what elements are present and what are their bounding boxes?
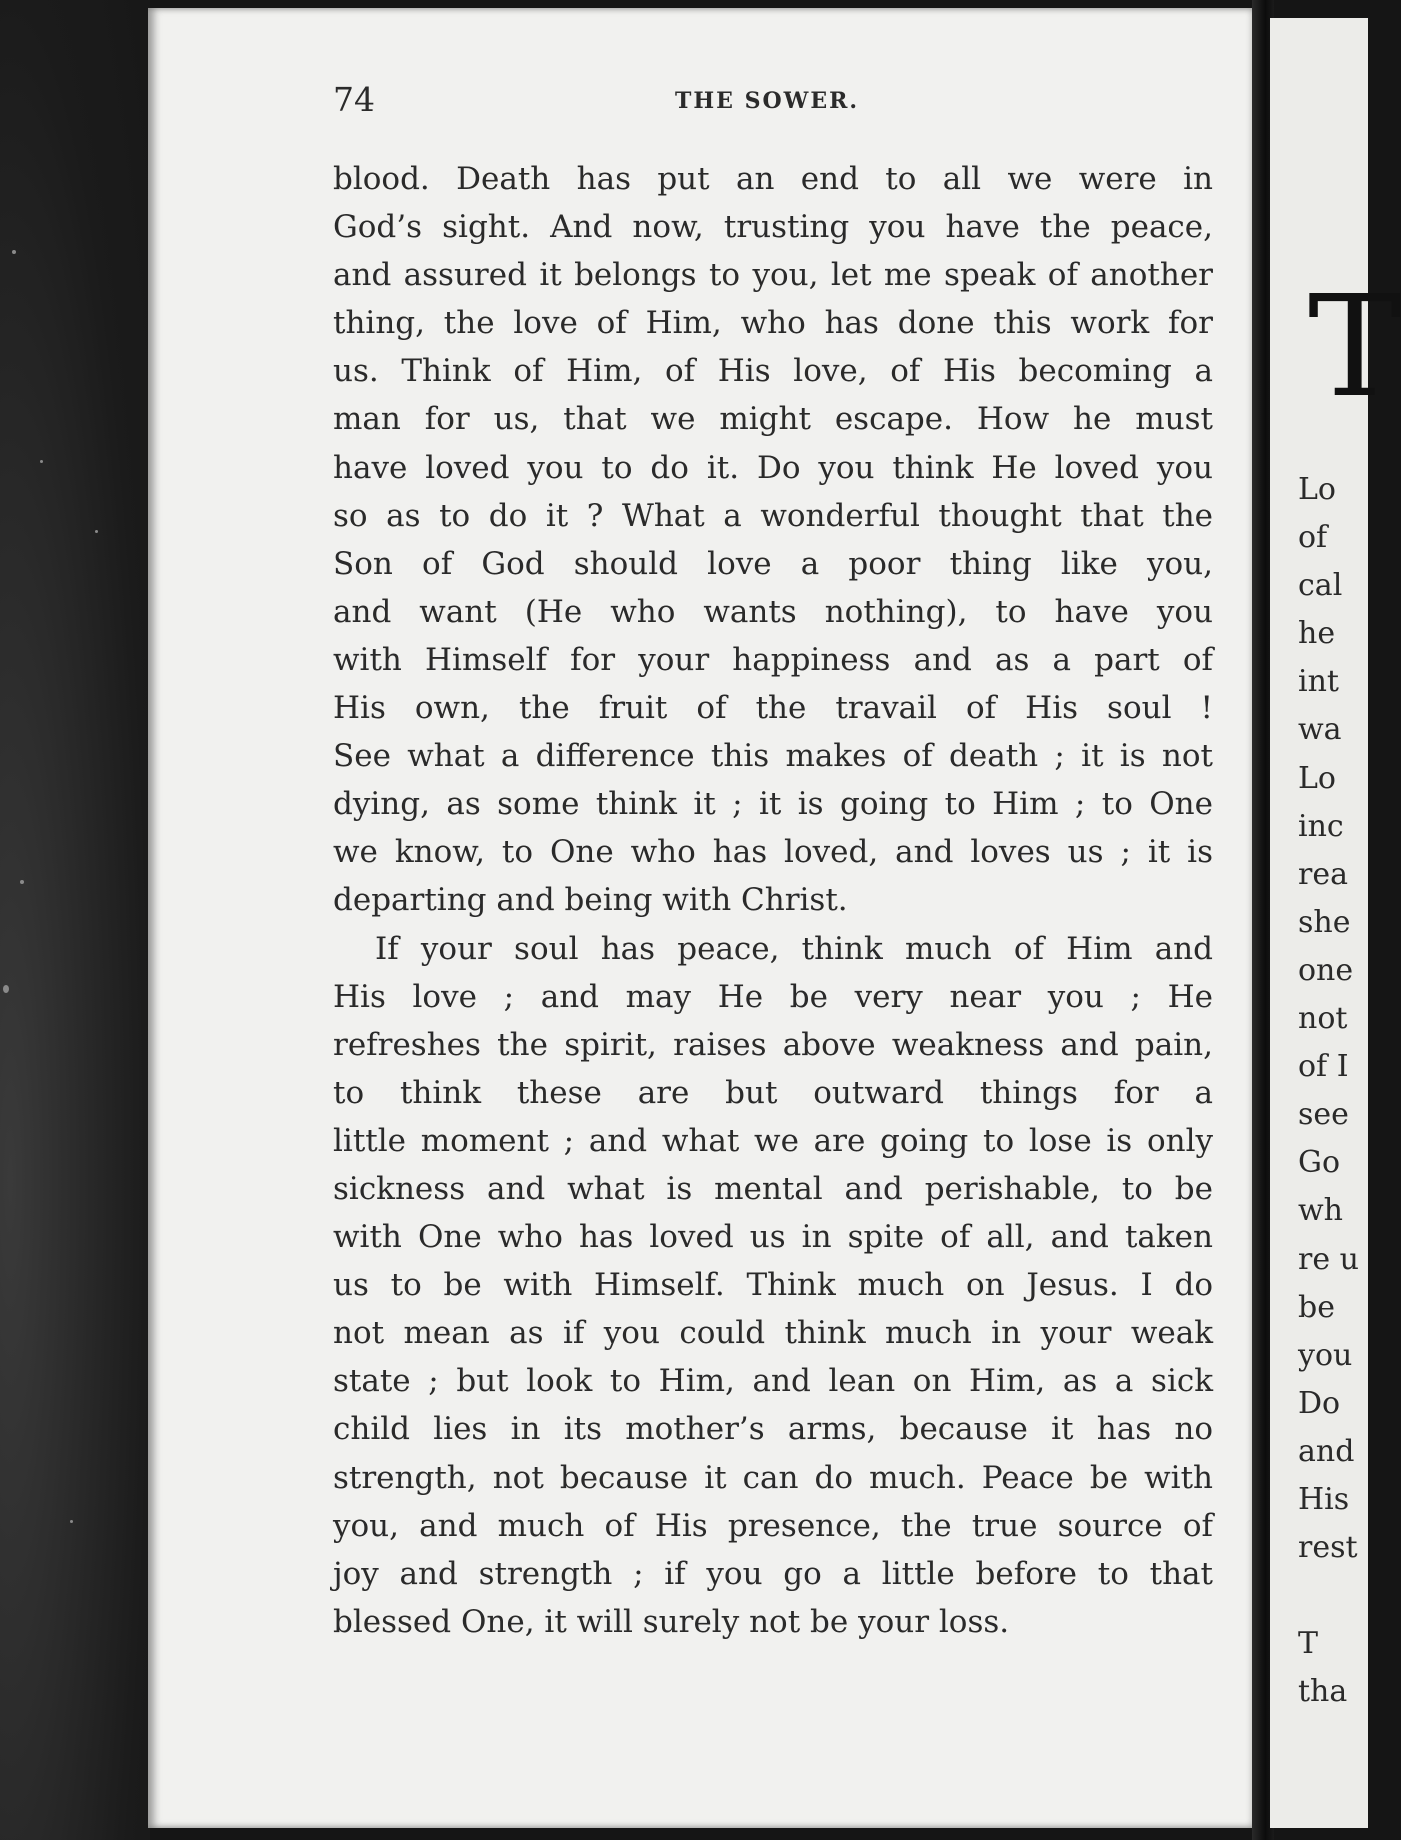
text-line: strength, not because it can do much. Peace be with — [333, 1459, 1213, 1496]
text-line: with One who has loved us in spite of all, and taken — [333, 1219, 1213, 1256]
facing-line: see — [1298, 1097, 1349, 1133]
text-line: and assured it belongs to you, let me speak of another — [333, 257, 1213, 294]
facing-line: she — [1298, 904, 1351, 940]
facing-line: Lo — [1298, 760, 1336, 796]
text-line: we know, to One who has loved, and loves us ; it is — [333, 834, 1213, 871]
dust-speck — [95, 530, 98, 533]
text-line: blood. Death has put an end to all we were in — [333, 161, 1213, 197]
facing-line: T — [1298, 1626, 1319, 1662]
text-line: little moment ; and what we are going to lose is only — [333, 1122, 1213, 1159]
facing-line: not — [1298, 1001, 1348, 1037]
text-line: dying, as some think it ; it is going to Him ; to One — [333, 786, 1213, 823]
facing-line — [1298, 1572, 1359, 1620]
page-header — [333, 80, 1213, 130]
facing-line: wa — [1298, 712, 1342, 748]
dust-speck — [40, 460, 43, 463]
text-line: departing and being with Christ. — [333, 882, 848, 919]
dust-speck — [12, 250, 16, 254]
body-text — [333, 155, 1213, 1646]
text-line: not mean as if you could think much in your weak — [333, 1315, 1213, 1352]
facing-page — [1270, 18, 1401, 1828]
text-line: to think these are but outward things for a — [333, 1074, 1213, 1111]
text-line: His love ; and may He be very near you ; He — [333, 978, 1213, 1015]
facing-line: he — [1298, 616, 1336, 652]
text-line: If your soul has peace, think much of Him and — [375, 930, 1213, 967]
facing-line: Go — [1298, 1145, 1341, 1181]
text-line: sickness and what is mental and perishable, to be — [333, 1170, 1213, 1207]
text-line: refreshes the spirit, raises above weakness and pain, — [333, 1026, 1213, 1063]
text-line: blessed One, it will surely not be your loss. — [333, 1603, 1010, 1640]
text-line: joy and strength ; if you go a little before to that — [333, 1555, 1213, 1592]
text-line: and want (He who wants nothing), to have you — [333, 593, 1213, 630]
facing-line: Do — [1298, 1385, 1341, 1421]
dust-speck — [20, 880, 24, 884]
facing-line: tha — [1298, 1674, 1348, 1710]
text-line: Son of God should love a poor thing like you, — [333, 545, 1213, 582]
facing-line: be — [1298, 1289, 1335, 1325]
facing-line: of I — [1298, 1049, 1349, 1085]
text-line: us. Think of Him, of His love, of His becoming a — [333, 353, 1213, 390]
text-line: so as to do it ? What a wonderful thought that the — [333, 497, 1213, 534]
text-line: man for us, that we might escape. How he must — [333, 401, 1213, 438]
facing-line: and — [1298, 1433, 1355, 1469]
facing-line: one — [1298, 952, 1354, 988]
facing-line: inc — [1298, 808, 1344, 844]
scan-left-margin — [0, 0, 150, 1840]
facing-line: wh — [1298, 1193, 1343, 1229]
facing-text — [1298, 466, 1359, 1716]
dust-speck — [3, 985, 9, 993]
text-line: child lies in its mother’s arms, because it has no — [333, 1411, 1213, 1448]
text-line: us to be with Himself. Think much on Jesus. I do — [333, 1267, 1213, 1304]
facing-line: you — [1298, 1337, 1353, 1373]
facing-line: cal — [1298, 568, 1343, 604]
facing-line: rea — [1298, 856, 1348, 892]
facing-line: of — [1298, 520, 1328, 556]
page-number: 74 — [333, 80, 375, 119]
text-line: See what a difference this makes of death ; it is not — [333, 738, 1213, 775]
text-line: you, and much of His presence, the true source of — [333, 1507, 1213, 1544]
text-line: His own, the fruit of the travail of His soul ! — [333, 690, 1213, 727]
facing-line: re u — [1298, 1241, 1359, 1277]
text-line: thing, the love of Him, who has done this work for — [333, 305, 1213, 342]
dust-speck — [70, 1520, 73, 1523]
text-line: with Himself for your happiness and as a part of — [333, 641, 1213, 678]
facing-line: int — [1298, 664, 1339, 700]
facing-line: His — [1298, 1481, 1350, 1517]
facing-line: rest — [1298, 1530, 1358, 1566]
text-line: have loved you to do it. Do you think He loved you — [333, 449, 1213, 486]
facing-drop-cap: T — [1308, 266, 1401, 429]
text-line: God’s sight. And now, trusting you have the peace, — [333, 209, 1213, 246]
running-title: THE SOWER. — [675, 88, 860, 114]
text-line: state ; but look to Him, and lean on Him, as a sick — [333, 1363, 1213, 1400]
facing-line: Lo — [1298, 472, 1336, 507]
